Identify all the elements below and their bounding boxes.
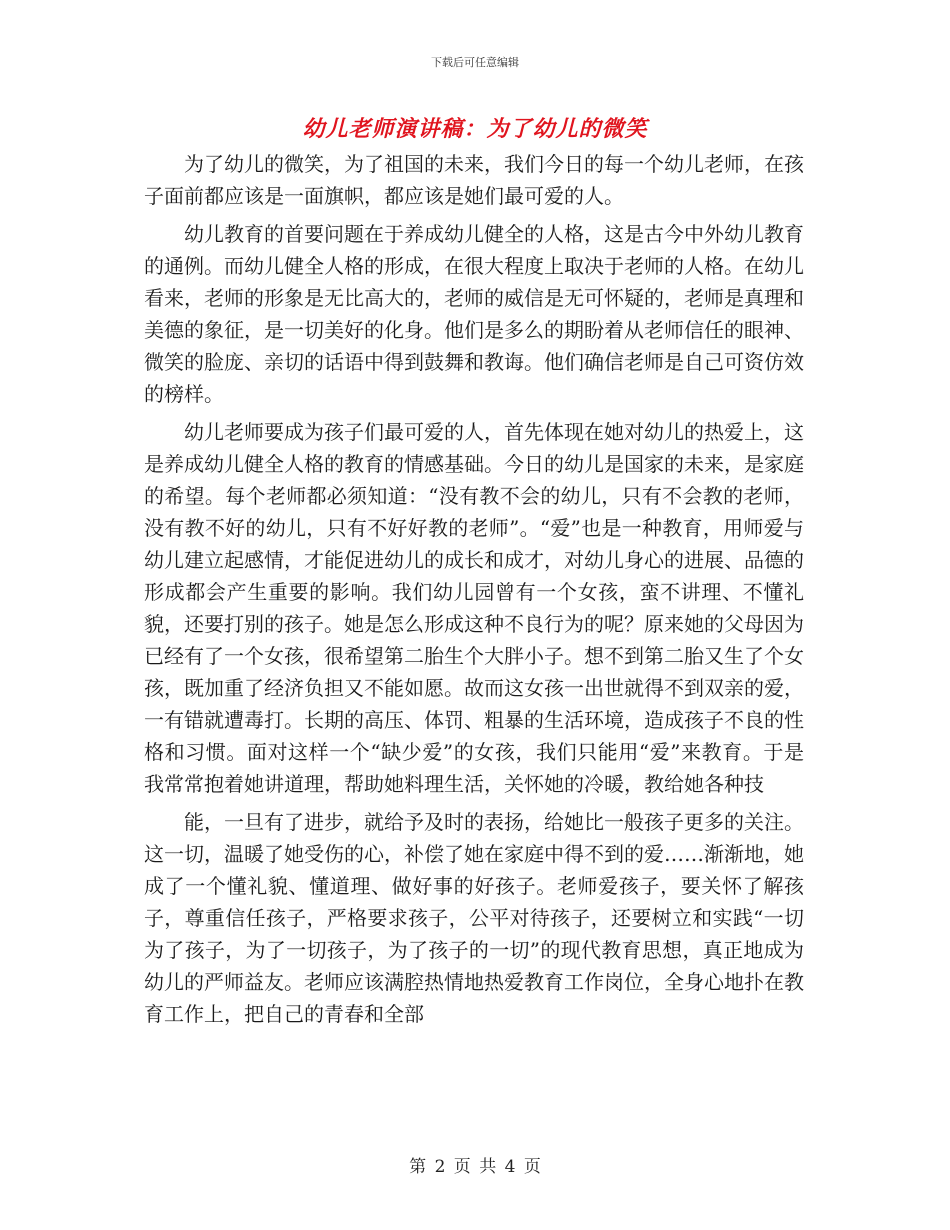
paragraph-1: 为了幼儿的微笑，为了祖国的未来，我们今日的每一个幼儿老师，在孩子面前都应该是一面旗帜，都应该是她们最可爱的人。 [144,152,804,208]
document-title: 幼儿老师演讲稿：为了幼儿的微笑 [302,117,648,142]
document-body [144,148,804,1036]
paragraph-3: 幼儿老师要成为孩子们最可爱的人，首先体现在她对幼儿的热爱上，这是养成幼儿健全人格的教育的情感基础。今日的幼儿是国家的未来，是家庭的希望。每个老师都必须知道：“没有教不会的幼儿，只有不会教的老师，没有教不好的幼儿，只有不好好教的老师”。“爱”也是一种教育，用师爱与幼儿建立起感情，才能促进幼儿的成长和成才，对幼儿身心的进展、品德的形成都会产生重要的影响。我们幼儿园曾有一个女孩，蛮不讲理、不懂礼貌，还要打别的孩子。她是怎么形成这种不良行为的呢？原来她的父母因为已经有了一个女孩，很希望第二胎生个大胖小子。想不到第二胎又生了个女孩，既加重了经济负担又不能如愿。故而这女孩一出世就得不到双亲的爱，一有错就遭毒打。长期的高压、体罚、粗暴的生活环境，造成孩子不良的性格和习惯。面对这样一个“缺少爱”的女孩，我们只能用“爱”来教育。于是我常常抱着她讲道理，帮助她料理生活，关怀她的冷暖，教给她各种技 [144,420,804,796]
page-header-note: 下载后可任意编辑 [431,56,519,69]
paragraph-2: 幼儿教育的首要问题在于养成幼儿健全的人格，这是古今中外幼儿教育的通例。而幼儿健全人格的形成，在很大程度上取决于老师的人格。在幼儿看来，老师的形象是无比高大的，老师的威信是无可怀疑的，老师是真理和美德的象征，是一切美好的化身。他们是多么的期盼着从老师信任的眼神、微笑的脸庞、亲切的话语中得到鼓舞和教诲。他们确信老师是自己可资仿效的榜样。 [144,222,804,406]
paragraph-4: 能，一旦有了进步，就给予及时的表扬，给她比一般孩子更多的关注。这一切，温暖了她受伤的心，补偿了她在家庭中得不到的爱……渐渐地，她成了一个懂礼貌、懂道理、做好事的好孩子。老师爱孩子，要关怀了解孩子，尊重信任孩子，严格要求孩子，公平对待孩子，还要树立和实践“一切为了孩子，为了一切孩子，为了孩子的一切”的现代教育思想，真正地成为幼儿的严师益友。老师应该满腔热情地热爱教育工作岗位，全身心地扑在教育工作上，把自己的青春和全部 [144,810,804,1026]
page-number-footer: 第 2 页 共 4 页 [409,1157,541,1177]
